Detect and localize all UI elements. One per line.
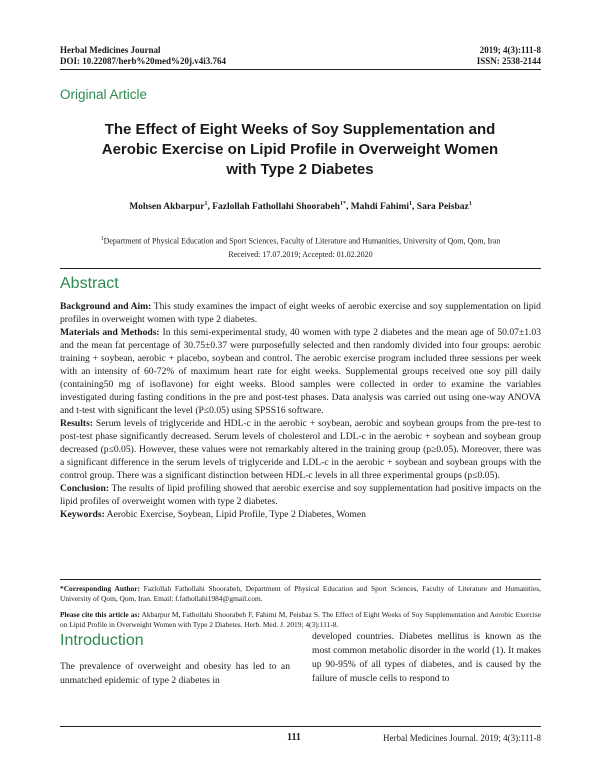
section-text: In this semi-experimental study, 40 women with type 2 diabetes and the mean age of 50.07±1.03 and the mean fat percentage of 30.75±0.37 were purposefully selected and then randomly divided into four groups: aerobic training + soybean, aerobic + placebo, soybean and control. The aerobic exercise program included three sessions per week with an intensity of 60-72% of maximum heart rate for eight weeks. Supplemental groups received one soy pill daily (containing50 mg of isoflavone) for eight weeks. Blood samples were collected in order to examine the variables investigated during fasting conditions in the pre and post-test phases. Data analysis was carried out using one-way ANOVA and t-test with significant the level (P≤0.05) using SPSS16 software. xyxy=(60,327,541,416)
corresponding-label: *Corresponding Author: xyxy=(60,584,140,593)
introduction-heading: Introduction xyxy=(60,632,144,649)
running-header-left xyxy=(60,45,226,67)
abstract-section xyxy=(60,417,541,482)
abstract-top-rule xyxy=(60,268,541,269)
journal-name: Herbal Medicines Journal xyxy=(60,45,161,55)
abstract-section xyxy=(60,482,541,508)
author: Mohsen Akbarpur xyxy=(129,202,205,213)
author-sep: , xyxy=(412,202,417,213)
author-list xyxy=(60,201,541,212)
abstract-section xyxy=(60,300,541,326)
affiliation xyxy=(60,236,541,246)
author-sup: 1* xyxy=(339,201,346,207)
author-sup: 1 xyxy=(409,201,413,207)
author-sep: , xyxy=(345,202,351,213)
author-sup: 1 xyxy=(204,201,208,207)
volume-info: 2019; 4(3):111-8 xyxy=(479,45,541,55)
received-dates: Received: 17.07.2019; Accepted: 01.02.2020 xyxy=(228,250,373,259)
affiliation-sup: 1 xyxy=(100,236,104,242)
section-text: Aerobic Exercise, Soybean, Lipid Profile, Type 2 Diabetes, Women xyxy=(104,509,366,520)
affiliation-text: Department of Physical Education and Sport Sciences, Faculty of Literature and Humanities, University of Qom, Qom, Iran xyxy=(103,236,501,246)
header-rule xyxy=(60,69,541,70)
author-sup: 1 xyxy=(468,201,472,207)
footer-journal-ref: Herbal Medicines Journal. 2019; 4(3):111-8 xyxy=(382,733,541,743)
cite-label: Please cite this article as: xyxy=(60,610,140,619)
corresponding-text: Fazlollah Fathollahi Shoorabeh, Department of Physical Education and Sport Sciences, Faculty of Literature and Humanities, University of Qom, Qom, Iran. Email: f.fathollahi1984@gmail.com. xyxy=(60,584,541,603)
section-label: Background and Aim: xyxy=(60,301,152,312)
article-title: The Effect of Eight Weeks of Soy Supplementation and Aerobic Exercise on Lipid Profile in Overweight Women with Type 2 Diabetes xyxy=(101,121,499,178)
issn: ISSN: 2538-2144 xyxy=(476,56,541,66)
corresponding-author xyxy=(60,584,541,604)
article-type: Original Article xyxy=(60,87,148,102)
intro-left-column: The prevalence of overweight and obesity has led to an unmatched epidemic of type 2 diabetes in xyxy=(60,661,290,686)
author: Sara Peisbaz xyxy=(416,202,469,213)
abstract-body xyxy=(60,300,541,521)
section-label: Results: xyxy=(60,418,94,429)
doi[interactable]: DOI: 10.22087/herb%20med%20j.v4i3.764 xyxy=(60,56,226,66)
section-text: This study examines the impact of eight weeks of aerobic exercise and soy supplementation on lipid profiles in overweight women with type 2 diabetes. xyxy=(60,301,541,325)
abstract-heading: Abstract xyxy=(60,275,119,292)
section-label: Keywords: xyxy=(60,509,105,520)
author: Mahdi Fahimi xyxy=(350,202,410,213)
section-text: The results of lipid profiling showed that aerobic exercise and soy supplementation had positive impacts on the lipid profiles of overweight women with type 2 diabetes. xyxy=(60,483,541,507)
citation xyxy=(60,610,541,630)
author-sep: , xyxy=(207,202,213,213)
abstract-bottom-rule xyxy=(60,579,541,580)
section-label: Materials and Methods: xyxy=(60,327,160,338)
page-number: 111 xyxy=(287,732,301,743)
footer-rule xyxy=(60,726,541,727)
running-header-right xyxy=(477,45,541,67)
cite-text: Akbarpur M, Fathollahi Shoorabeh F, Fahimi M, Peisbaz S. The Effect of Eight Weeks of Soy Supplementation and Aerobic Exercise on Lipid Profile in Overweight Women with Type 2 Diabetes. Herb. Med. J. 2019; 4(3):111-8. xyxy=(60,610,541,629)
keywords xyxy=(60,508,541,521)
author: Fazlollah Fathollahi Shoorabeh xyxy=(212,202,340,213)
section-label: Conclusion: xyxy=(60,483,110,494)
abstract-section xyxy=(60,326,541,417)
section-text: Serum levels of triglyceride and HDL-c in the aerobic + soybean, aerobic and soybean groups from the pre-test to post-test phase significantly decreased. Serum levels of cholesterol and LDL-c in the aerobic + soybean and soybean group decreased (p≤0.05). However, these values were not remarkably altered in the training group (p≥0.05). Moreover, there was a significant difference in the serum levels of triglyceride and LDL-c in the aerobic + soybean and soybean groups with the control group. There was a significant distinction between HDL-c levels in all three experimental groups (p≤0.05). xyxy=(60,418,541,481)
intro-right-column: developed countries. Diabetes mellitus is known as the most common metabolic disorder in the world (1). It makes up 90-95% of all types of diabetes, and is caused by the failure of muscle cells to respond to xyxy=(312,631,541,684)
